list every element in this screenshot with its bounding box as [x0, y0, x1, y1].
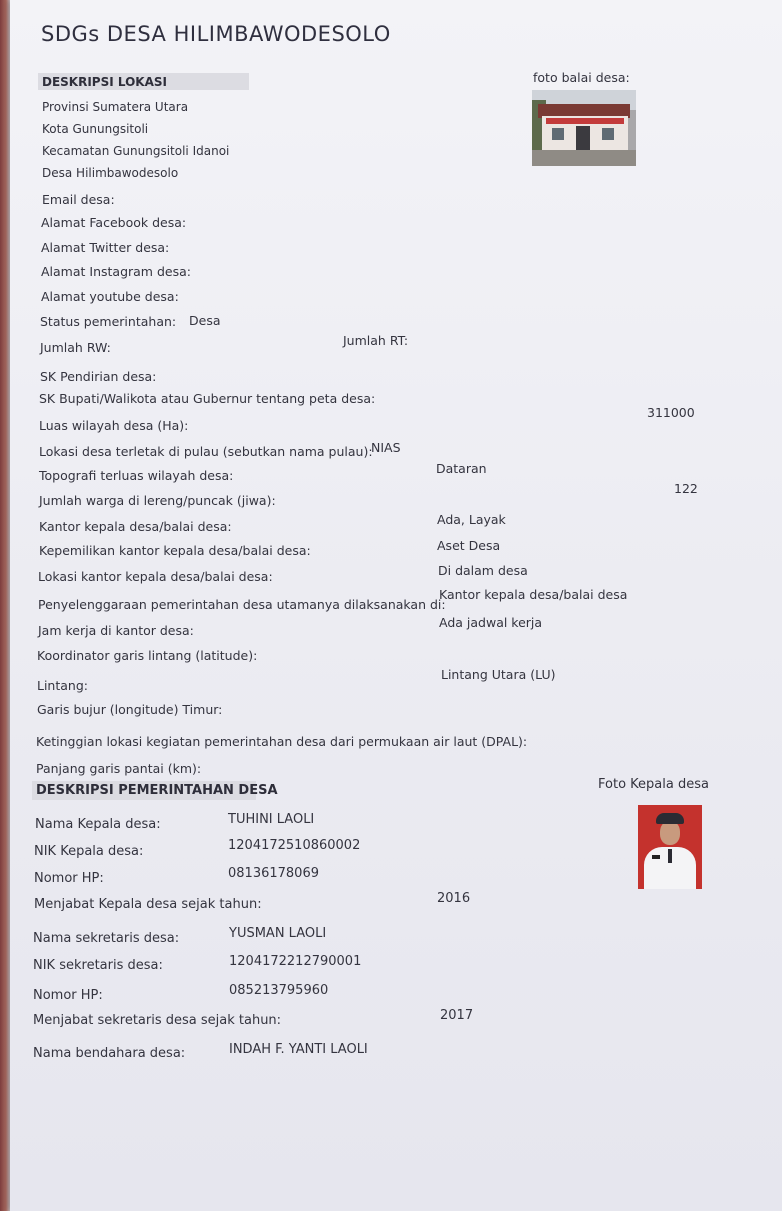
field-label-luas: Luas wilayah desa (Ha): — [39, 418, 189, 433]
field-label-kepemilikan: Kepemilikan kantor kepala desa/balai desa: — [39, 543, 311, 558]
field-label-pantai: Panjang garis pantai (km): — [36, 761, 202, 776]
field-label-rt: Jumlah RT: — [343, 333, 409, 348]
field-value-luas: 311000 — [647, 405, 695, 420]
field-label-hp-kepala: Nomor HP: — [34, 871, 104, 886]
field-value-nama-bendahara: INDAH F. YANTI LAOLI — [229, 1042, 368, 1057]
field-label-longitude: Garis bujur (longitude) Timur: — [37, 702, 223, 717]
field-value-penyelenggaraan: Kantor kepala desa/balai desa — [439, 587, 628, 602]
field-label-status: Status pemerintahan: — [40, 314, 177, 329]
field-label-latitude: Koordinator garis lintang (latitude): — [37, 648, 258, 663]
field-value-lokasi-kantor: Di dalam desa — [438, 563, 528, 578]
field-value-topografi: Dataran — [436, 461, 487, 476]
binder-edge — [0, 0, 10, 1211]
section-heading-lokasi: DESKRIPSI LOKASI — [38, 73, 249, 90]
document-title: SDGs DESA HILIMBAWODESOLO — [41, 22, 391, 46]
field-value-nik-sekretaris: 1204172212790001 — [229, 954, 362, 969]
field-label-warga-lereng: Jumlah warga di lereng/puncak (jiwa): — [39, 493, 276, 508]
field-label-nik-sekretaris: NIK sekretaris desa: — [33, 958, 163, 973]
field-label-nama-bendahara: Nama bendahara desa: — [33, 1046, 186, 1061]
field-label-kantor: Kantor kepala desa/balai desa: — [39, 519, 232, 534]
field-value-lintang: Lintang Utara (LU) — [441, 667, 556, 682]
field-value-nama-sekretaris: YUSMAN LAOLI — [229, 926, 327, 941]
field-value-hp-kepala: 08136178069 — [228, 866, 319, 881]
field-label-facebook: Alamat Facebook desa: — [41, 215, 187, 230]
village-head-photo — [638, 805, 702, 889]
section-heading-pemerintahan: DESKRIPSI PEMERINTAHAN DESA — [32, 781, 256, 800]
field-value-nama-kepala: TUHINI LAOLI — [228, 812, 315, 827]
field-label-sk-pendirian: SK Pendirian desa: — [40, 369, 157, 384]
field-value-status: Desa — [189, 313, 221, 328]
field-label-instagram: Alamat Instagram desa: — [41, 264, 191, 279]
field-label-hp-sekretaris: Nomor HP: — [33, 988, 103, 1003]
field-label-pulau: Lokasi desa terletak di pulau (sebutkan nama pulau): — [39, 444, 373, 459]
field-label-sk-peta: SK Bupati/Walikota atau Gubernur tentang peta desa: — [39, 391, 376, 406]
field-value-jam-kerja: Ada jadwal kerja — [439, 615, 543, 630]
field-label-twitter: Alamat Twitter desa: — [41, 240, 170, 255]
photo-label-kepala: Foto Kepala desa — [598, 777, 709, 792]
field-value-warga-lereng: 122 — [674, 481, 698, 496]
photo-label-balai: foto balai desa: — [533, 70, 630, 85]
location-village: Desa Hilimbawodesolo — [42, 166, 179, 180]
field-label-email: Email desa: — [42, 192, 115, 207]
location-city: Kota Gunungsitoli — [42, 122, 149, 136]
field-value-hp-sekretaris: 085213795960 — [229, 983, 329, 998]
field-label-nama-sekretaris: Nama sekretaris desa: — [33, 931, 180, 946]
field-label-sejak-sekretaris: Menjabat sekretaris desa sejak tahun: — [33, 1013, 282, 1028]
field-label-nik-kepala: NIK Kepala desa: — [34, 844, 144, 859]
field-value-nik-kepala: 1204172510860002 — [228, 838, 361, 853]
field-value-pulau: NIAS — [371, 440, 401, 455]
field-label-lokasi-kantor: Lokasi kantor kepala desa/balai desa: — [38, 569, 273, 584]
location-province: Provinsi Sumatera Utara — [42, 100, 189, 114]
field-value-kepemilikan: Aset Desa — [437, 538, 501, 553]
field-label-ketinggian: Ketinggian lokasi kegiatan pemerintahan desa dari permukaan air laut (DPAL): — [36, 734, 528, 749]
field-label-lintang: Lintang: — [37, 678, 88, 693]
field-value-sejak-sekretaris: 2017 — [440, 1008, 474, 1023]
field-value-kantor: Ada, Layak — [437, 512, 506, 527]
field-label-topografi: Topografi terluas wilayah desa: — [39, 468, 234, 483]
field-label-penyelenggaraan: Penyelenggaraan pemerintahan desa utamanya dilaksanakan di: — [38, 597, 446, 612]
field-label-youtube: Alamat youtube desa: — [41, 289, 179, 304]
field-label-jam-kerja: Jam kerja di kantor desa: — [38, 623, 194, 638]
field-value-sejak-kepala: 2016 — [437, 891, 471, 906]
village-hall-photo — [532, 90, 636, 166]
field-label-rw: Jumlah RW: — [40, 340, 111, 355]
field-label-nama-kepala: Nama Kepala desa: — [35, 817, 161, 832]
location-district: Kecamatan Gunungsitoli Idanoi — [42, 144, 230, 158]
field-label-sejak-kepala: Menjabat Kepala desa sejak tahun: — [34, 897, 262, 912]
